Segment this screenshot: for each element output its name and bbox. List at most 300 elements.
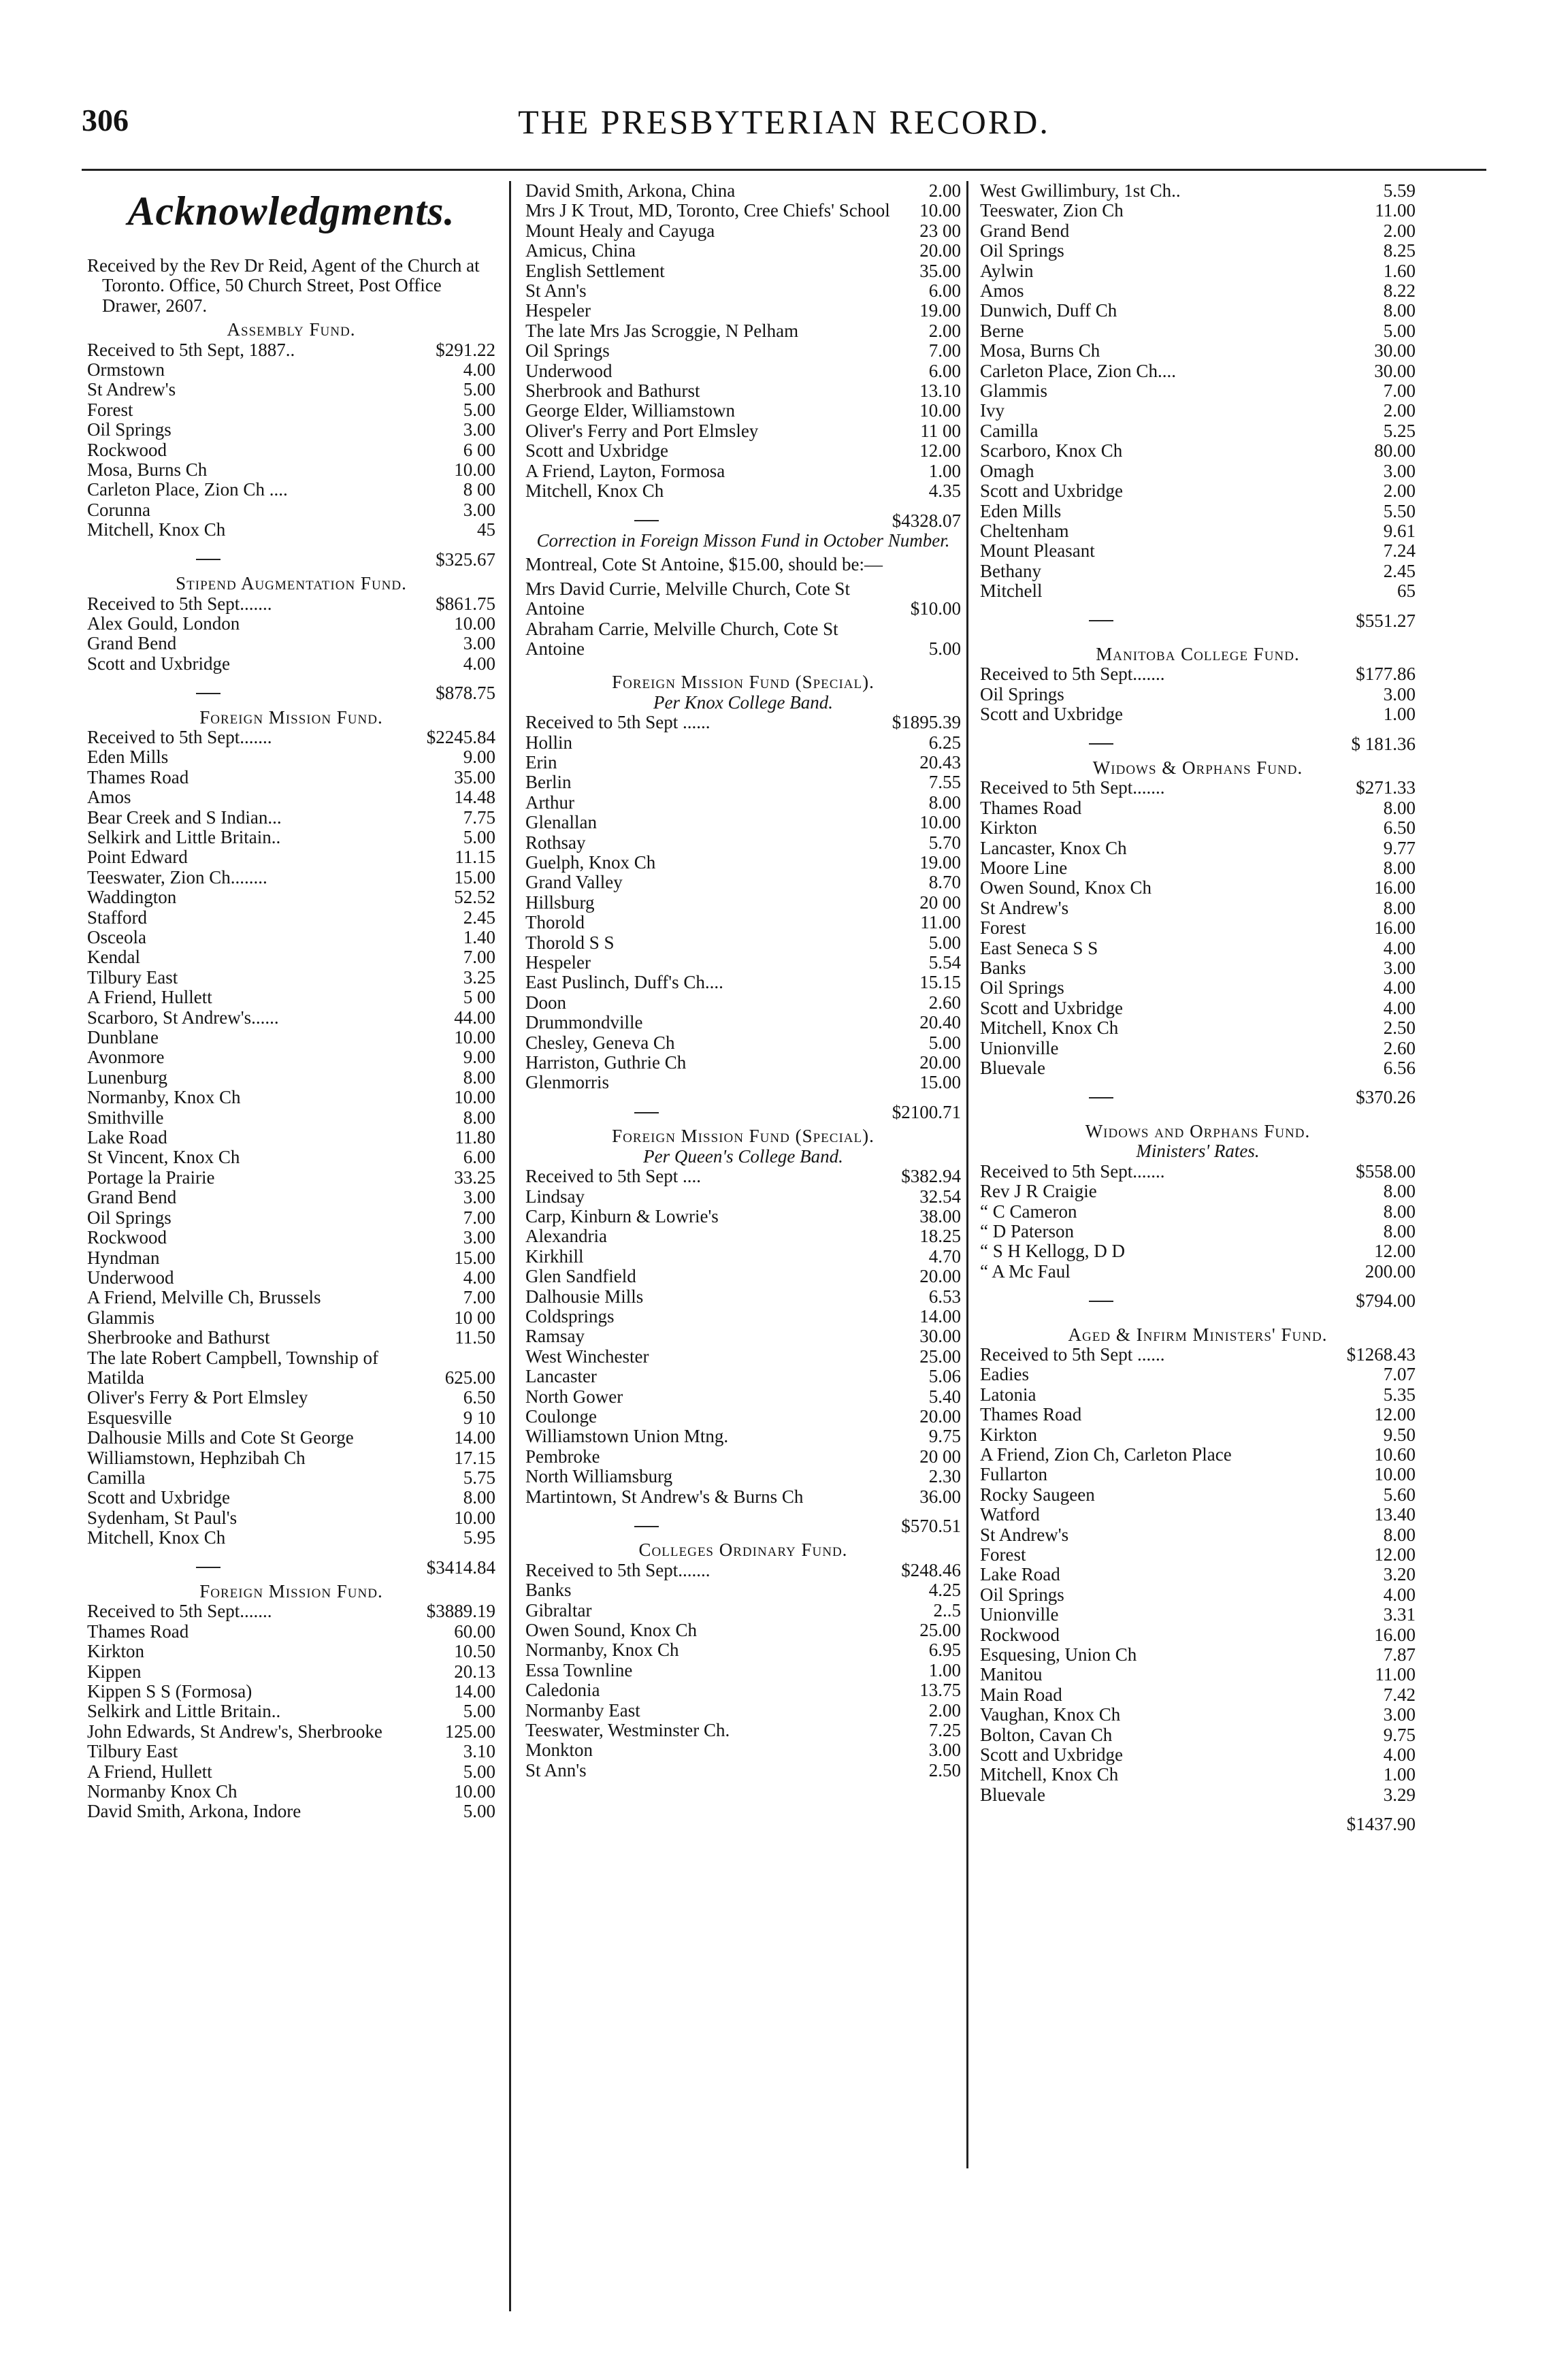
fund-total: $1437.90 [1346, 1814, 1416, 1835]
entry-name: Alexandria [525, 1226, 607, 1247]
entry-amount: 6.00 [928, 280, 961, 302]
entry-amount: 3.00 [1383, 1704, 1416, 1725]
total-row [980, 734, 1416, 754]
entry-row [525, 1661, 961, 1680]
colleges-ordinary-fund [525, 1540, 961, 1780]
entry-amount: 10.00 [919, 400, 961, 421]
entry-row [980, 581, 1416, 601]
entry-amount: 9.77 [1383, 837, 1416, 858]
knox-college-band-fund [525, 659, 961, 1122]
entry-amount: 1.00 [928, 1659, 961, 1680]
entry-name: Arthur [525, 792, 574, 813]
total-row [525, 1103, 961, 1122]
entry-name: Eden Mills [980, 501, 1062, 521]
entry-row [87, 1288, 495, 1307]
entry-name: Thorold S S [525, 932, 615, 953]
entry-name: Received to 5th Sept....... [980, 778, 1165, 798]
entry-name: Rockwood [980, 1625, 1060, 1645]
entry-amount: 3.00 [463, 1227, 495, 1248]
entry-row [525, 813, 961, 832]
entry-row [525, 579, 961, 619]
fund-total: $2100.71 [892, 1101, 961, 1122]
entry-name: Carleton Place, Zion Ch.... [980, 361, 1176, 381]
entry-amount: 3.00 [928, 1740, 961, 1761]
stipend-augmentation-fund [87, 574, 495, 703]
entry-name: East Puslinch, Duff's Ch.... [525, 973, 723, 993]
entry-amount: 14.00 [454, 1681, 495, 1702]
entry-amount: 19.00 [919, 300, 961, 321]
entry-name: Lancaster [525, 1367, 597, 1387]
page-number: 306 [82, 103, 129, 137]
entry-row [980, 664, 1416, 684]
entry-amount: 3.00 [463, 1187, 495, 1208]
entry-row [980, 1425, 1416, 1445]
entry-amount: 7.42 [1383, 1684, 1416, 1705]
entry-amount: $248.46 [901, 1559, 961, 1580]
entry-row [87, 634, 495, 653]
entry-row [980, 1039, 1416, 1058]
entry-name: Sydenham, St Paul's [87, 1508, 238, 1528]
entry-row [87, 460, 495, 480]
entry-amount: $271.33 [1356, 777, 1416, 798]
entry-name: Amicus, China [525, 241, 636, 261]
fund-subheading: Per Queen's College Band. [643, 1145, 843, 1167]
entry-amount: 2.60 [928, 992, 961, 1013]
entry-amount: 5.60 [1383, 1484, 1416, 1505]
entry-name: Esquesville [87, 1407, 172, 1428]
entry-row [980, 798, 1416, 818]
entry-row [980, 1385, 1416, 1405]
entry-name: Dalhousie Mills [525, 1286, 644, 1307]
entry-name: Mosa, Burns Ch [87, 460, 208, 481]
entry-row [525, 1073, 961, 1092]
entry-list [87, 594, 495, 674]
entry-row [525, 853, 961, 873]
entry-amount: 10.00 [454, 1087, 495, 1108]
entry-amount: 3.00 [463, 419, 495, 440]
entry-row [525, 1680, 961, 1700]
entry-name: Sherbrook and Bathurst [525, 381, 700, 402]
entry-row [525, 1621, 961, 1640]
entry-row [980, 1645, 1416, 1665]
entry-row [980, 818, 1416, 838]
entry-row [87, 1428, 495, 1448]
entry-name: Rothsay [525, 832, 586, 853]
entry-amount: 9.61 [1383, 520, 1416, 541]
entry-row [980, 878, 1416, 898]
entry-name: Ramsay [525, 1326, 585, 1347]
entry-name: Oil Springs [980, 241, 1064, 261]
entry-amount: 5.25 [1383, 420, 1416, 441]
fund-heading: Widows & Orphans Fund. [1092, 757, 1303, 778]
entry-amount: 5.00 [928, 1032, 961, 1053]
entry-amount: 3.00 [1383, 958, 1416, 979]
entry-amount: 16.00 [1374, 1624, 1416, 1645]
entry-name: Essa Townline [525, 1660, 633, 1680]
entry-amount: 9.75 [928, 1426, 961, 1447]
entry-amount: 10 00 [454, 1307, 495, 1328]
total-row [980, 1088, 1416, 1107]
entry-amount: 5.00 [463, 1801, 495, 1822]
entry-row [980, 381, 1416, 401]
entry-row [87, 947, 495, 967]
entry-name: Rocky Saugeen [980, 1484, 1095, 1505]
entry-row [525, 321, 961, 341]
entry-row [87, 440, 495, 460]
entry-name: Hespeler [525, 301, 591, 321]
entry-amount: 5.95 [463, 1527, 495, 1548]
entry-row [980, 1565, 1416, 1584]
widows-orphans-ministers-rates [980, 1108, 1416, 1312]
entry-name: Thames Road [87, 767, 189, 787]
entry-amount: 2.00 [1383, 400, 1416, 421]
entry-row [87, 520, 495, 540]
entry-name: The late Robert Campbell, Township of Matilda [87, 1347, 379, 1388]
entry-row [87, 928, 495, 947]
entry-row [87, 1468, 495, 1488]
entry-name: Oil Springs [980, 1584, 1064, 1605]
entry-row [525, 1187, 961, 1207]
entry-amount: 10.00 [454, 1781, 495, 1802]
entry-row [980, 838, 1416, 858]
entry-amount: 11.00 [1375, 1664, 1416, 1685]
entry-amount: 15.15 [919, 972, 961, 993]
entry-row [980, 1745, 1416, 1765]
entry-row [525, 341, 961, 361]
entry-row [87, 888, 495, 907]
entry-amount: 8.00 [1383, 858, 1416, 878]
fund-total: $878.75 [436, 683, 495, 704]
entry-amount: 20 00 [919, 892, 961, 913]
entry-row [980, 1545, 1416, 1565]
entry-amount: 4.00 [463, 359, 495, 380]
entry-amount: 11.80 [455, 1127, 495, 1148]
entry-amount: 11 00 [920, 420, 961, 441]
entry-name: Williamstown, Hephzibah Ch [87, 1448, 306, 1468]
entry-name: Rockwood [87, 1228, 167, 1248]
entry-row [980, 998, 1416, 1018]
entry-amount: 18.25 [919, 1226, 961, 1247]
entry-row [525, 933, 961, 953]
entry-name: Scott and Uxbridge [525, 441, 668, 461]
entry-amount: 5.00 [1383, 320, 1416, 341]
entry-row [525, 261, 961, 281]
entry-name: Glammis [87, 1307, 154, 1328]
entry-row [87, 1128, 495, 1147]
entry-amount: 11.00 [920, 912, 961, 933]
entry-name: Smithville [87, 1107, 164, 1128]
entry-row [980, 481, 1416, 501]
fund-total: $4328.07 [892, 510, 961, 531]
entry-amount: $1895.39 [892, 712, 961, 733]
entry-name: Normanby, Knox Ch [525, 1640, 679, 1661]
entry-name: Received to 5th Sept....... [87, 727, 272, 747]
entry-row [87, 500, 495, 520]
queens-college-band-fund [525, 1126, 961, 1536]
entry-amount: 38.00 [919, 1205, 961, 1226]
entry-name: Normanby Knox Ch [87, 1782, 238, 1802]
entry-row [980, 1665, 1416, 1684]
entry-amount: 4.00 [1383, 977, 1416, 998]
correction-notice [525, 531, 961, 659]
entry-name: Oil Springs [980, 978, 1064, 998]
entry-row [980, 201, 1416, 221]
header-rule [82, 169, 1486, 171]
entry-list [980, 1162, 1416, 1282]
entry-row [980, 1725, 1416, 1745]
entry-name: Mitchell, Knox Ch [525, 481, 664, 502]
entry-row [980, 978, 1416, 998]
entry-amount: 8.00 [1383, 1524, 1416, 1545]
entry-row [980, 898, 1416, 918]
entry-row [980, 1485, 1416, 1505]
entry-amount: 3.29 [1383, 1784, 1416, 1805]
page-title: THE PRESBYTERIAN RECORD. [518, 103, 1050, 141]
total-row [980, 611, 1416, 631]
entry-row [525, 733, 961, 753]
entry-row [980, 401, 1416, 421]
entry-name: Scott and Uxbridge [980, 481, 1123, 502]
entry-amount: 1.60 [1383, 260, 1416, 281]
entry-amount: 5.59 [1383, 180, 1416, 201]
entry-name: Osceola [87, 928, 146, 947]
entry-name: Kippen [87, 1661, 142, 1682]
entry-name: Alex Gould, London [87, 613, 240, 634]
entry-amount: 7.87 [1383, 1644, 1416, 1665]
entry-amount: 8.00 [463, 1107, 495, 1128]
entry-amount: 5 00 [463, 987, 495, 1008]
entry-name: Hyndman [87, 1248, 160, 1268]
entry-row [525, 1387, 961, 1407]
entry-name: Manitou [980, 1665, 1043, 1685]
entry-row [980, 1222, 1416, 1241]
entry-row [87, 847, 495, 867]
entry-row [980, 221, 1416, 241]
fund-total: $570.51 [901, 1516, 961, 1536]
entry-amount: 10.00 [454, 1027, 495, 1048]
entry-name: Main Road [980, 1684, 1062, 1705]
entry-row [87, 1622, 495, 1642]
entry-name: Fullarton [980, 1465, 1047, 1485]
entry-amount: 5.00 [463, 826, 495, 847]
entry-row [87, 1802, 495, 1821]
entry-amount: 30.00 [919, 1326, 961, 1347]
entry-amount: 8.00 [1383, 897, 1416, 918]
entry-row [87, 594, 495, 614]
entry-name: Thames Road [980, 1405, 1082, 1425]
entry-list [980, 664, 1416, 724]
entry-name: St Ann's [525, 1760, 587, 1780]
entry-amount: 32.54 [919, 1186, 961, 1207]
entry-amount: 3.31 [1383, 1604, 1416, 1625]
entry-name: Mitchell, Knox Ch [980, 1018, 1119, 1039]
entry-amount: 8.22 [1383, 280, 1416, 302]
fund-heading: Foreign Mission Fund. [199, 706, 383, 728]
fund-subheading: Per Knox College Band. [653, 691, 833, 713]
entry-amount: $861.75 [436, 593, 495, 614]
total-row [980, 1814, 1416, 1834]
entry-name: Tilbury East [87, 1742, 178, 1762]
entry-amount: 10.00 [454, 1507, 495, 1528]
entry-amount: 35.00 [454, 766, 495, 787]
entry-row [87, 1268, 495, 1288]
assembly-fund [87, 320, 495, 570]
entry-name: Dunwich, Duff Ch [980, 301, 1117, 321]
fund-heading: Manitoba College Fund. [1096, 643, 1300, 664]
entry-amount: 20 00 [919, 1446, 961, 1467]
entry-list [980, 1345, 1416, 1805]
entry-name: St Vincent, Knox Ch [87, 1147, 240, 1168]
entry-row [980, 321, 1416, 341]
fund-total: $325.67 [436, 549, 495, 570]
entry-amount: 4.70 [928, 1245, 961, 1267]
entry-name: Glammis [980, 381, 1047, 402]
entry-row [980, 1018, 1416, 1038]
entry-row [525, 401, 961, 421]
entry-name: Stafford [87, 907, 147, 928]
entry-amount: 10.00 [1374, 1464, 1416, 1485]
entry-amount: 8.00 [463, 1487, 495, 1508]
entry-name: St Ann's [525, 281, 587, 302]
entry-row [980, 1525, 1416, 1545]
entry-amount: 2.00 [928, 1699, 961, 1721]
entry-row [525, 793, 961, 813]
entry-amount: 11.15 [455, 847, 495, 868]
entry-amount: 65 [1397, 581, 1416, 602]
entry-row [525, 1561, 961, 1580]
entry-name: Dunblane [87, 1028, 159, 1048]
entry-row [87, 1722, 495, 1742]
entry-amount: 9.50 [1383, 1424, 1416, 1445]
entry-amount: 5.35 [1383, 1384, 1416, 1405]
entry-amount: 5.70 [928, 832, 961, 853]
entry-row [525, 993, 961, 1013]
entry-name: Teeswater, Zion Ch........ [87, 867, 267, 888]
entry-name: Cheltenham [980, 521, 1069, 541]
entry-name: Corunna [87, 500, 150, 520]
entry-row [525, 1267, 961, 1286]
entry-name: Received to 5th Sept, 1887.. [87, 340, 295, 360]
entry-row [525, 1721, 961, 1740]
entry-row [525, 1226, 961, 1246]
entry-name: Abraham Carrie, Melville Church, Cote St Antoine [525, 618, 838, 659]
entry-name: St Andrew's [980, 898, 1069, 918]
entry-amount: 10.00 [919, 812, 961, 833]
entry-name: Point Edward [87, 847, 188, 868]
entry-row [980, 241, 1416, 261]
entry-name: Received to 5th Sept....... [980, 1161, 1165, 1182]
entry-amount: 2.60 [1383, 1037, 1416, 1058]
entry-list [525, 1167, 961, 1507]
entry-amount: 5.00 [928, 638, 961, 659]
entry-amount: 12.00 [1374, 1404, 1416, 1425]
entry-row [980, 1345, 1416, 1365]
entry-amount: $2245.84 [426, 726, 495, 747]
entry-name: Oil Springs [980, 684, 1064, 704]
entry-row [525, 1367, 961, 1386]
entry-row [87, 1068, 495, 1088]
entry-row [87, 908, 495, 928]
entry-row [87, 1047, 495, 1067]
entry-name: Latonia [980, 1384, 1036, 1405]
entry-amount: 5.54 [928, 952, 961, 973]
entry-amount: 12.00 [1374, 1241, 1416, 1262]
entry-name: North Gower [525, 1386, 623, 1407]
entry-name: Eden Mills [87, 747, 169, 768]
entry-row [87, 747, 495, 767]
fund-total: $370.26 [1356, 1087, 1416, 1108]
entry-amount: 5.00 [463, 399, 495, 420]
entry-row [980, 361, 1416, 381]
entry-amount: 3.25 [463, 966, 495, 988]
entry-row [87, 1147, 495, 1167]
entry-row [87, 988, 495, 1007]
entry-amount: 7.00 [463, 1287, 495, 1308]
entry-name: Lindsay [525, 1186, 585, 1207]
entry-amount: 7.07 [1383, 1364, 1416, 1385]
entry-name: Selkirk and Little Britain.. [87, 827, 281, 847]
entry-row [87, 1601, 495, 1621]
entry-amount: 2.45 [463, 907, 495, 928]
entry-amount: 2.00 [928, 320, 961, 341]
entry-amount: 8.00 [1383, 1181, 1416, 1202]
entry-row [525, 181, 961, 201]
entry-row [525, 713, 961, 732]
entry-name: Coldsprings [525, 1306, 615, 1326]
entry-amount: 3.00 [463, 633, 495, 654]
entry-amount: 9 10 [463, 1407, 495, 1428]
column-divider-1 [509, 181, 511, 2311]
entry-amount: 20.00 [919, 1052, 961, 1073]
entry-name: Berne [980, 321, 1024, 341]
entry-amount: 15.00 [454, 1247, 495, 1268]
entry-name: Unionville [980, 1605, 1059, 1625]
entry-name: Portage la Prairie [87, 1167, 215, 1188]
entry-name: Avonmore [87, 1047, 165, 1068]
entry-row [525, 1247, 961, 1267]
entry-name: Forest [980, 1545, 1026, 1565]
entry-amount: $558.00 [1356, 1160, 1416, 1182]
entry-amount: 8.00 [1383, 797, 1416, 818]
entry-name: Underwood [87, 1267, 174, 1288]
entry-row [980, 301, 1416, 321]
entry-amount: 8.70 [928, 872, 961, 893]
entry-amount: 20.00 [919, 240, 961, 261]
entry-amount: 10.00 [454, 459, 495, 481]
entry-name: Pembroke [525, 1446, 600, 1467]
entry-name: Mitchell, Knox Ch [87, 520, 226, 540]
entry-row [980, 441, 1416, 461]
entry-name: Bethany [980, 561, 1041, 581]
entry-row [525, 753, 961, 772]
entry-amount: 4.35 [928, 481, 961, 502]
entry-row [87, 728, 495, 747]
entry-row [525, 1640, 961, 1660]
entry-amount: 13.10 [919, 380, 961, 402]
entry-amount: 6.50 [1383, 817, 1416, 838]
fund-total: $794.00 [1356, 1290, 1416, 1312]
entry-row [525, 441, 961, 461]
entry-name: Scott and Uxbridge [87, 1488, 230, 1508]
entry-amount: 8.00 [1383, 300, 1416, 321]
entry-row [87, 1088, 495, 1107]
entry-amount: 10.50 [454, 1641, 495, 1662]
entry-name: Hespeler [525, 953, 591, 973]
entry-amount: 2.30 [928, 1466, 961, 1487]
entry-row [525, 1207, 961, 1226]
entry-row [525, 973, 961, 992]
entry-row [525, 1013, 961, 1032]
